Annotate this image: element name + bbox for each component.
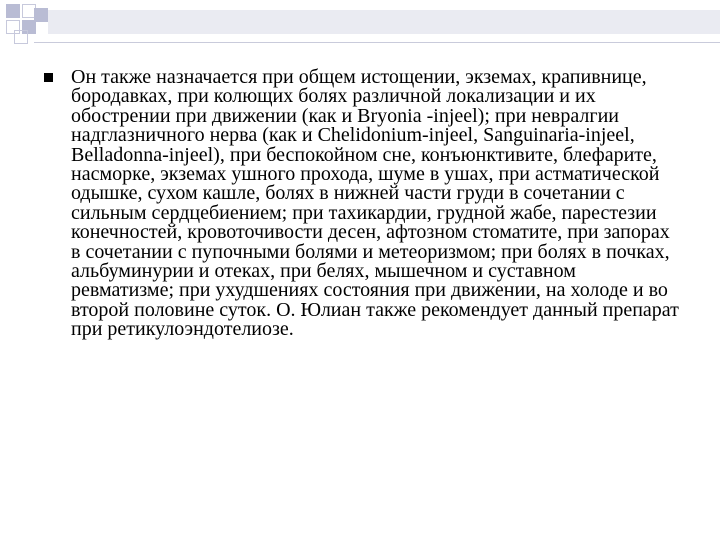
decor-square [34,8,48,22]
header-divider [34,42,720,43]
decor-square [14,30,28,44]
square-bullet-icon [44,73,53,82]
header-bar [48,10,720,34]
decor-square [6,4,20,18]
bullet-text: Он также назначается при общем истощении, экземах, крапивнице, бородавках, при колющих болях различной локализации и их обострении при движении (как и Bryonia -injeel); при невралгии надглазничного нерва (как и Chelidonium-injeel, Sanguinaria-injeel, Belladonna-injeel), при беспокойном сне, конъюнктивите, блефарите, насморке, экземах ушного прохода, шуме в ушах, при астматической одышке, сухом кашле, болях в нижней части груди в сочетании с сильным сердцебиением; при тахикардии, грудной жабе, парестезии конечностей, кровоточивости десен, афтозном стоматите, при запорах в сочетании с пупочными болями и метеоризмом; при болях в почках, альбуминурии и отеках, при белях, мышечном и суставном ревматизме; при ухудшениях состояния при движении, на холоде и во второй половине суток. О. Юлиан также рекомендует данный препарат при ретикулоэндотелиозе. [71,66,679,341]
